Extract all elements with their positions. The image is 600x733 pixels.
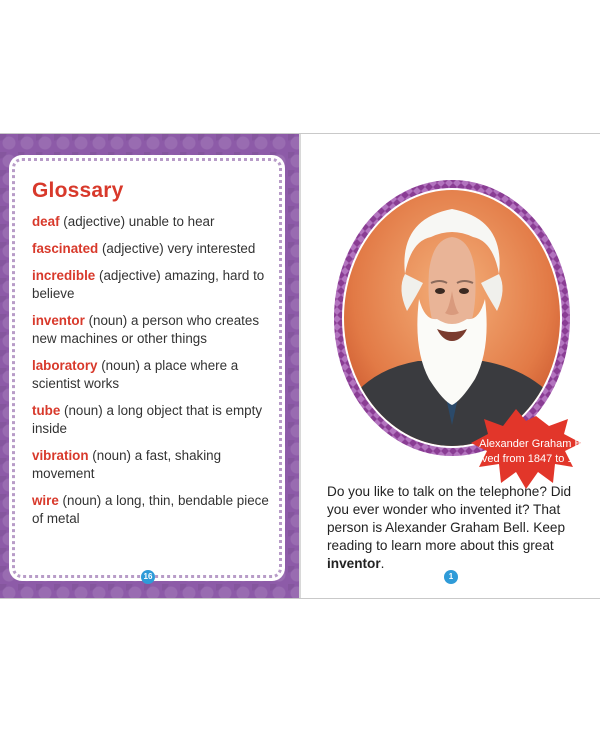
starburst-caption: Alexander Graham Bell lived from 1847 to 1922. — [476, 438, 596, 465]
glossary-entry-vibration — [32, 447, 280, 483]
body-text-end: . — [380, 555, 385, 571]
glossary-definition: very interested — [167, 241, 256, 256]
glossary-term: deaf — [32, 214, 60, 229]
page-number-left: 16 — [141, 570, 155, 584]
right-page — [301, 134, 600, 598]
glossary-definition: a fast, shaking movement — [32, 448, 222, 481]
glossary-pos: (adjective) — [99, 268, 161, 283]
glossary-term: fascinated — [32, 241, 99, 256]
glossary-pos: (noun) — [92, 448, 131, 463]
glossary-term: incredible — [32, 268, 96, 283]
glossary-pos: (adjective) — [101, 241, 164, 256]
glossary-pos: (noun) — [101, 358, 140, 373]
glossary-definition: a long, thin, bendable piece of metal — [32, 493, 269, 526]
glossary-term: vibration — [32, 448, 89, 463]
glossary-term: inventor — [32, 313, 85, 328]
glossary-title: Glossary — [32, 179, 124, 202]
glossary-definition: a person who creates new machines or other things — [32, 313, 260, 346]
glossary-pos: (adjective) — [63, 214, 126, 229]
portrait-frame — [333, 179, 596, 465]
glossary-term: laboratory — [32, 358, 98, 373]
body-text-bold: inventor — [327, 555, 381, 571]
glossary-card — [12, 158, 282, 578]
glossary-entries — [32, 213, 280, 537]
glossary-pos: (noun) — [88, 313, 128, 328]
body-paragraph — [327, 483, 592, 573]
glossary-entry-wire — [32, 492, 280, 528]
glossary-entry-laboratory — [32, 357, 280, 393]
glossary-entry-fascinated — [32, 240, 280, 258]
glossary-entry-inventor — [32, 312, 280, 348]
starburst-badge — [333, 179, 571, 457]
glossary-definition: amazing, hard to believe — [32, 268, 265, 301]
page-number-right: 1 — [444, 570, 458, 584]
glossary-term: tube — [32, 403, 61, 418]
body-text-start: Do you like to talk on the telephone? Did you ever wonder who invented it? That person is Alexander Graham Bell. Keep reading to learn more about this great — [327, 483, 572, 553]
glossary-definition: unable to hear — [128, 214, 215, 229]
glossary-entry-deaf — [32, 213, 280, 231]
glossary-pos: (noun) — [62, 493, 102, 508]
book-spread — [0, 133, 600, 599]
glossary-entry-incredible — [32, 267, 280, 303]
glossary-definition: a long object that is empty inside — [32, 403, 263, 436]
glossary-term: wire — [32, 493, 59, 508]
glossary-pos: (noun) — [64, 403, 103, 418]
glossary-definition: a place where a scientist works — [32, 358, 239, 391]
glossary-entry-tube — [32, 402, 280, 438]
left-page — [0, 134, 300, 598]
